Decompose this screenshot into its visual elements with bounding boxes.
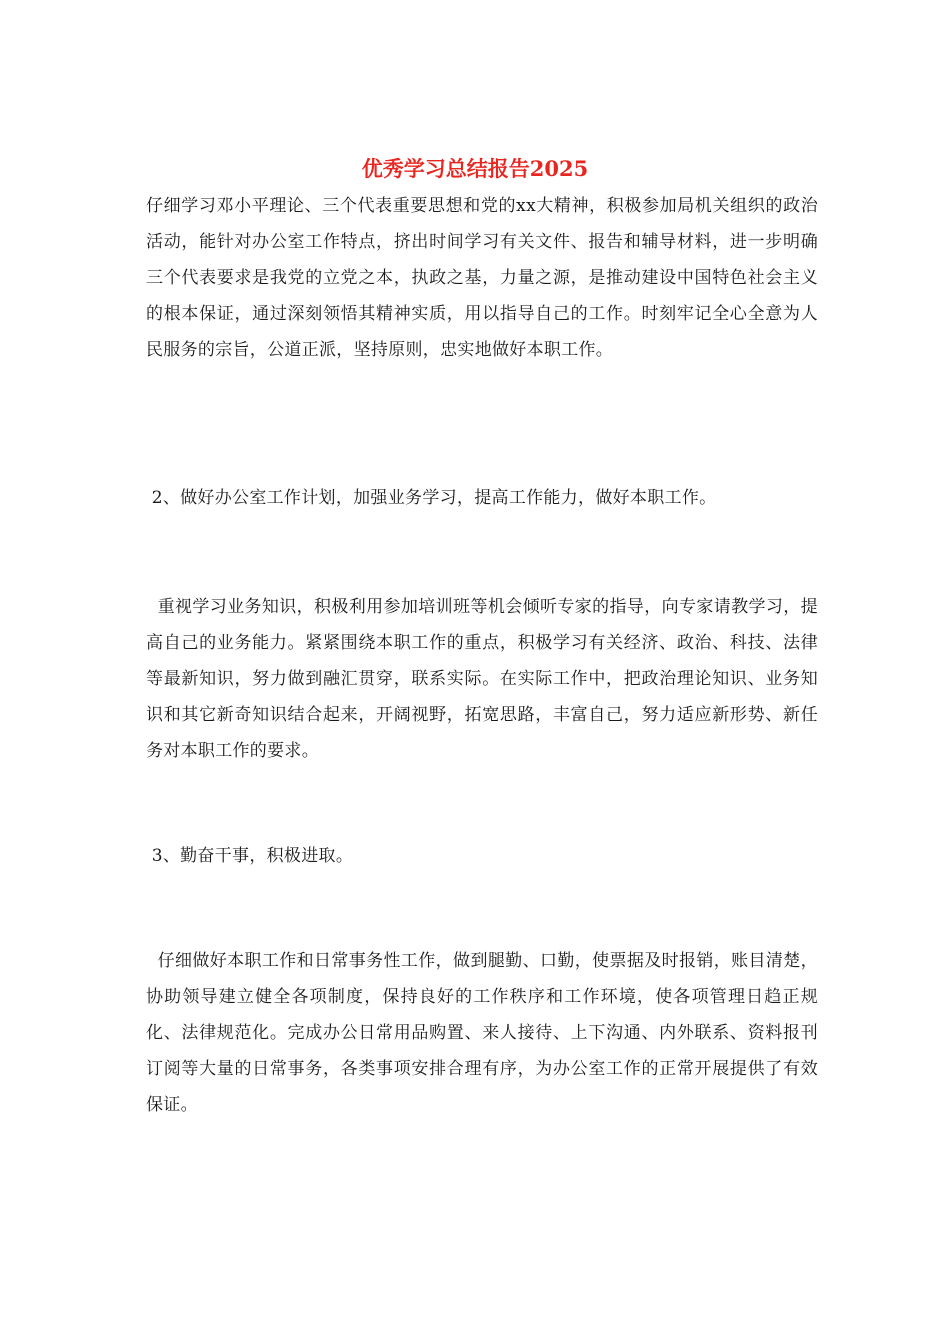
document-title: 优秀学习总结报告2025 (361, 156, 589, 181)
paragraph-study-theory: 仔细学习邓小平理论、三个代表重要思想和党的xx大精神，积极参加局机关组织的政治活动，能针对办公室工作特点，挤出时间学习有关文件、报告和辅导材料，进一步明确三个代表要求是我党的立党之本，执政之基，力量之源，是推动建设中国特色社会主义的根本保证，通过深刻领悟其精神实质，用以指导自己的工作。时刻牢记全心全意为人民服务的宗旨，公道正派，坚持原则，忠实地做好本职工作。 (146, 196, 818, 360)
heading-section-3: 3、勤奋干事，积极进取。 (146, 846, 354, 866)
heading-section-2: 2、做好办公室工作计划，加强业务学习，提高工作能力，做好本职工作。 (146, 488, 717, 508)
paragraph-business-knowledge: 重视学习业务知识，积极利用参加培训班等机会倾听专家的指导，向专家请教学习，提高自己的业务能力。紧紧围绕本职工作的重点，积极学习有关经济、政治、科技、法律等最新知识，努力做到融汇贯穿，联系实际。在实际工作中，把政治理论知识、业务知识和其它新奇知识结合起来，开阔视野，拓宽思路，丰富自己，努力适应新形势、新任务对本职工作的要求。 (146, 597, 818, 761)
paragraph-daily-affairs: 仔细做好本职工作和日常事务性工作，做到腿勤、口勤，使票据及时报销，账目清楚，协助领导建立健全各项制度，保持良好的工作秩序和工作环境，使各项管理日趋正规化、法律规范化。完成办公日常用品购置、来人接待、上下沟通、内外联系、资料报刊订阅等大量的日常事务，各类事项安排合理有序，为办公室工作的正常开展提供了有效保证。 (146, 951, 818, 1115)
